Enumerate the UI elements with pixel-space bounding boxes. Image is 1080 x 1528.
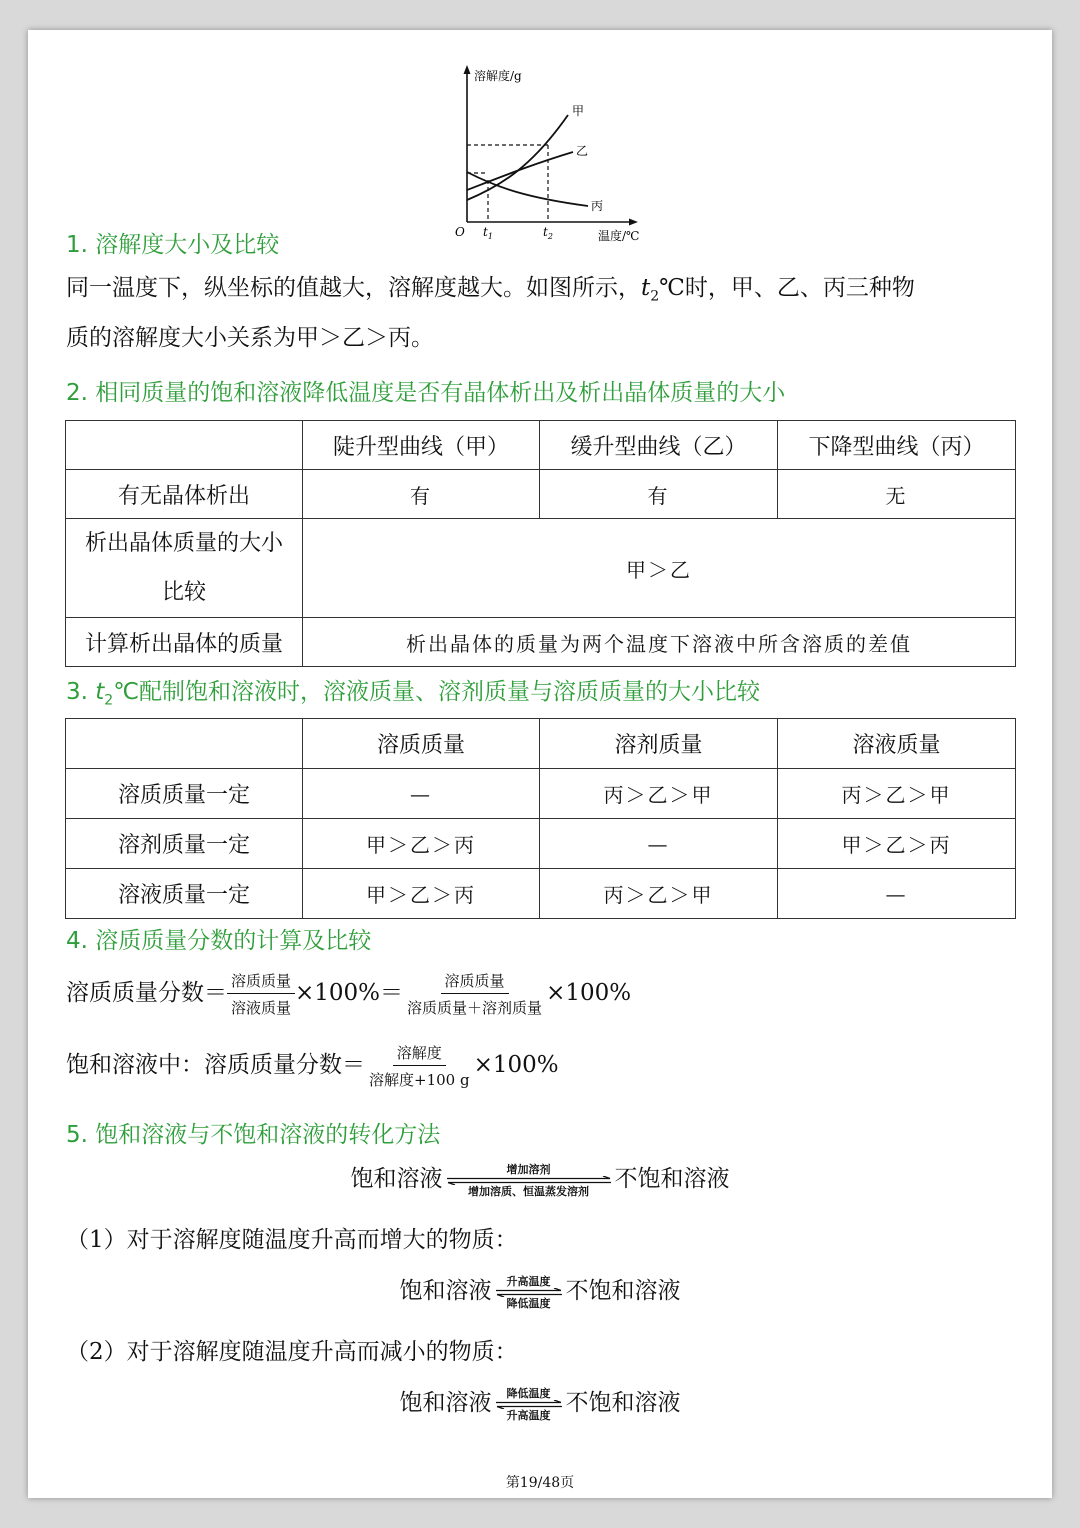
table-cell: 丙＞乙＞甲 <box>540 869 778 919</box>
numerator: 溶质质量 <box>441 970 509 994</box>
mass-fraction-formula <box>66 970 631 1018</box>
conversion-item1-equation <box>28 1272 1052 1310</box>
page-number: 第19/48页 <box>505 1475 575 1491</box>
table-row-label: 溶质质量一定 <box>66 769 303 819</box>
fraction <box>227 970 295 1018</box>
curve-label-yi: 乙 <box>576 144 589 158</box>
section2-heading: 2. 相同质量的饱和溶液降低温度是否有晶体析出及析出晶体质量的大小 <box>66 380 786 406</box>
y-axis-label: 溶解度/g <box>474 69 522 83</box>
formula-tail: ×100% <box>473 1052 559 1078</box>
unsaturated-label: 不饱和溶液 <box>614 1166 730 1192</box>
conversion-item1: （1）对于溶解度随温度升高而增大的物质： <box>66 1227 518 1253</box>
table-header-jia: 陡升型曲线（甲） <box>303 421 540 470</box>
denominator: 溶解度+100 g <box>369 1071 470 1089</box>
table-cell: 丙＞乙＞甲 <box>778 769 1016 819</box>
y-axis-arrow <box>464 65 471 74</box>
table-header-solvent: 溶剂质量 <box>540 719 778 769</box>
formula-mid: ×100%＝ <box>295 980 404 1006</box>
formula-tail: ×100% <box>546 980 632 1006</box>
conversion-main <box>28 1160 1052 1198</box>
equilibrium-arrow <box>494 1387 564 1422</box>
arrow-label-bottom: 升高温度 <box>506 1408 551 1422</box>
table-header-solute: 溶质质量 <box>303 719 540 769</box>
formula-lhs: 饱和溶液中：溶质质量分数＝ <box>66 1052 365 1078</box>
t2-label: $t_2$ <box>543 225 553 241</box>
denominator: 溶质质量＋溶剂质量 <box>407 999 543 1017</box>
arrow-label-bottom: 降低温度 <box>506 1296 551 1310</box>
t1-label: $t_1$ <box>483 225 493 241</box>
fraction <box>403 970 546 1018</box>
table-cell: 无 <box>778 470 1016 519</box>
unsaturated-label: 不饱和溶液 <box>565 1278 681 1304</box>
section1-line2: 质的溶解度大小关系为甲＞乙＞丙。 <box>66 325 434 351</box>
saturated-label: 饱和溶液 <box>399 1390 492 1416</box>
table-cell: — <box>303 769 540 819</box>
section1-line1: 同一温度下，纵坐标的值越大，溶解度越大。如图所示，$t_2℃$时，甲、乙、丙三种物 <box>66 275 915 305</box>
saturated-fraction-formula <box>66 1042 559 1090</box>
saturated-label: 饱和溶液 <box>350 1166 443 1192</box>
table-header-bing: 下降型曲线（丙） <box>778 421 1016 470</box>
denominator: 溶液质量 <box>231 999 292 1017</box>
table-cell: 有 <box>540 470 778 519</box>
table-header-solution: 溶液质量 <box>778 719 1016 769</box>
x-axis-label: 温度/℃ <box>598 229 640 243</box>
row-label-line: 析出晶体质量的大小 <box>84 531 283 556</box>
curve-label-jia: 甲 <box>572 104 585 118</box>
fraction <box>365 1042 474 1090</box>
arrow-label-top: 降低温度 <box>506 1386 551 1400</box>
equilibrium-arrow <box>445 1163 613 1198</box>
saturated-label: 饱和溶液 <box>399 1278 492 1304</box>
table-cell: 甲＞乙＞丙 <box>778 819 1016 869</box>
table-header-blank <box>66 421 303 470</box>
section1-heading: 1. 溶解度大小及比较 <box>66 232 280 258</box>
row-label-line: 比较 <box>161 580 206 605</box>
curve-label-bing: 丙 <box>591 199 604 213</box>
curve-yi <box>467 152 573 190</box>
formula-lhs: 溶质质量分数＝ <box>66 980 227 1006</box>
solubility-chart <box>448 60 658 250</box>
table-cell: — <box>540 819 778 869</box>
conversion-item2: （2）对于溶解度随温度升高而减小的物质： <box>66 1339 518 1365</box>
table-cell: 甲＞乙＞丙 <box>303 819 540 869</box>
origin-label: O <box>455 225 465 239</box>
document-page <box>28 30 1052 1498</box>
curve-bing <box>467 172 588 206</box>
table-cell-merged: 甲＞乙 <box>303 519 1016 618</box>
arrow-label-bottom: 增加溶质、恒温蒸发溶剂 <box>468 1184 589 1198</box>
table-header-yi: 缓升型曲线（乙） <box>540 421 778 470</box>
conversion-item2-equation <box>28 1384 1052 1422</box>
crystallization-table <box>65 420 1016 667</box>
row-label-mass-compare <box>66 519 303 618</box>
table-cell: 有 <box>303 470 540 519</box>
numerator: 溶解度 <box>393 1042 446 1066</box>
double-arrow-icon <box>494 1288 564 1297</box>
table-cell: — <box>778 869 1016 919</box>
arrow-label-top: 增加溶剂 <box>506 1162 551 1176</box>
double-arrow-icon <box>445 1176 613 1185</box>
table-cell: 甲＞乙＞丙 <box>303 869 540 919</box>
section5-heading: 5. 饱和溶液与不饱和溶液的转化方法 <box>66 1122 441 1148</box>
unsaturated-label: 不饱和溶液 <box>565 1390 681 1416</box>
row-label-crystal: 有无晶体析出 <box>66 470 303 519</box>
section4-heading: 4. 溶质质量分数的计算及比较 <box>66 928 372 954</box>
x-axis-arrow <box>629 219 638 226</box>
arrow-label-top: 升高温度 <box>506 1274 551 1288</box>
table-cell: 丙＞乙＞甲 <box>540 769 778 819</box>
mass-comparison-table <box>65 718 1016 919</box>
table-cell-merged: 析出晶体的质量为两个温度下溶液中所含溶质的差值 <box>303 618 1016 667</box>
double-arrow-icon <box>494 1400 564 1409</box>
row-label-calc: 计算析出晶体的质量 <box>66 618 303 667</box>
section3-heading: 3. $t_2℃$配制饱和溶液时，溶液质量、溶剂质量与溶质质量的大小比较 <box>66 679 761 709</box>
table-row-label: 溶液质量一定 <box>66 869 303 919</box>
table-row-label: 溶剂质量一定 <box>66 819 303 869</box>
numerator: 溶质质量 <box>227 970 295 994</box>
table-header-blank <box>66 719 303 769</box>
equilibrium-arrow <box>494 1275 564 1310</box>
